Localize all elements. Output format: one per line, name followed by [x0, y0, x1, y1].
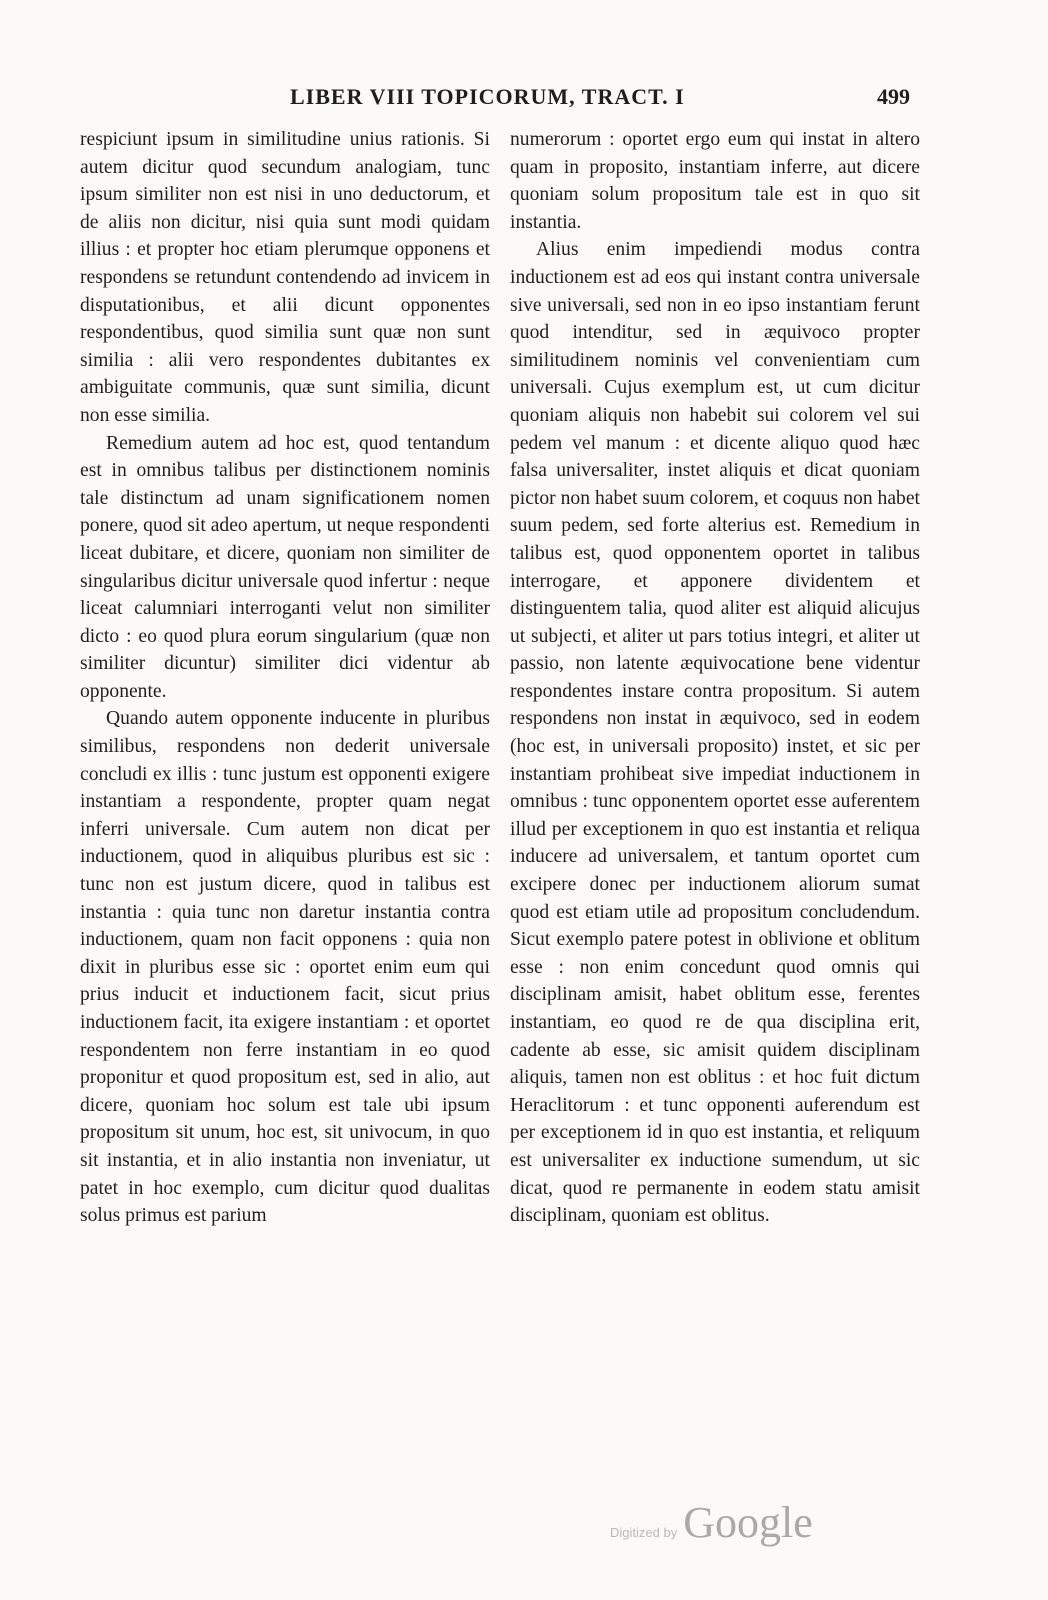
paragraph: numerorum : oportet ergo eum qui instat in altero quam in proposito, instantiam inferre, aut dicere quoniam solum propositum tale est in quo sit instantia. — [510, 129, 920, 233]
paragraph: Quando autem opponente inducente in pluribus similibus, respondens non dederit universale concludi ex illis : tunc justum est opponenti exigere instantiam a respondente, propter quam negat inferri universale. Cum autem non dicat per inductionem, quod in aliquibus pluribus est sic : tunc non est justum dicere, quod in talibus est instantia : quia tunc non daretur instantia contra inductionem, quam non facit opponens : quia non dixit in pluribus esse sic : oportet enim eum qui prius inducit et inductionem facit, sicut prius inductionem facit, ita exigere instantiam : et oportet respondentem non ferre instantiam in eo quod proponitur et quod propositum est, sed in alio, aut dicere, quoniam hoc solum est tale ubi ipsum propositum sit unum, hoc est, sit univocum, in quo sit instantia, et in alio instantia non inveniatur, ut patet in hoc exemplo, cum dicitur quod dualitas solus primus est parium — [80, 708, 490, 1227]
running-head: LIBER VIII TOPICORUM, TRACT. I — [290, 84, 685, 109]
right-column — [510, 126, 920, 1230]
left-column — [80, 126, 490, 1230]
page-number: 499 — [877, 84, 910, 109]
google-logo: Google — [683, 1498, 813, 1547]
page-header — [80, 84, 910, 118]
digitized-watermark — [610, 1497, 813, 1548]
paragraph: Alius enim impediendi modus contra inductionem est ad eos qui instant contra universale sive universali, sed non in eo ipso instantiam ferunt quod intenditur, sed in æquivoco propter similitudinem nominis vel convenientiam cum universali. Cujus exemplum est, ut cum dicitur quoniam aliquis non habebit sui colorem vel sui pedem vel manum : et dicente aliquo quod hæc falsa universaliter, instet aliquis et dicat quoniam pictor non habet suum colorem, et coquus non habet suum pedem, sed forte alterius est. Remedium in talibus est, quod opponentem oportet in talibus interrogare, et apponere dividentem et distinguentem talia, quod aliter est aliquid alicujus ut subjecti, et aliter ut pars totius integri, et aliter ut passio, non latente æquivocatione bene videntur respondentes instare contra propositum. Si autem respondens non instat in æquivoco, sed in eodem (hoc est, in universali proposito) instet, et sic per instantiam prohibeat sive impediat inductionem in omnibus : tunc opponentem oportet esse auferentem illud per exceptionem in quo est instantia et reliqua inducere ad universalem, et tantum oportet cum excipere donec per inductionem aliorum sumat quod est etiam utile ad propositum concludendum. Sicut exemplo patere potest in oblivione et oblitum esse : non enim concedunt quod omnis qui disciplinam amisit, habet oblitum esse, ferentes instantiam, eo quod re de qua disciplina erit, cadente ab esse, sic amisit quidem disciplinam aliquis, tamen non est oblitus : et hoc fuit dictum Heraclitorum : et tunc opponenti auferendum est per exceptionem id in quo est instantia, et reliquum est universaliter ex inductione sumendum, ut sic dicat, quod re permanente in eodem statu amisit disciplinam, quoniam est oblitus. — [510, 239, 920, 1227]
paragraph: Remedium autem ad hoc est, quod tentandum est in omnibus talibus per distinctionem nominis tale distinctum ad unam significationem nomen ponere, quod sit adeo apertum, ut neque respondenti liceat dubitare, et dicere, quoniam non similiter de singularibus dicitur universale quod infertur : neque liceat calumniari interroganti velut non similiter dicto : eo quod plura eorum singularium (quæ non similiter dicuntur) similiter dici videntur ab opponente. — [80, 432, 490, 702]
digitized-by-label: Digitized by — [610, 1525, 678, 1540]
paragraph: respiciunt ipsum in similitudine unius rationis. Si autem dicitur quod secundum analogiam, tunc ipsum similiter non est nisi in uno deductorum, et de aliis non dicitur, nisi quia sunt modi quidam illius : et propter hoc etiam plerumque opponens et respondens se retundunt contendendo ad invicem in disputationibus, et alii dicunt opponentes respondentibus, quod similia sunt quæ non sunt similia : alii vero respondentes dubitantes ex ambiguitate communis, quæ sunt similia, dicunt non esse similia. — [80, 129, 490, 426]
